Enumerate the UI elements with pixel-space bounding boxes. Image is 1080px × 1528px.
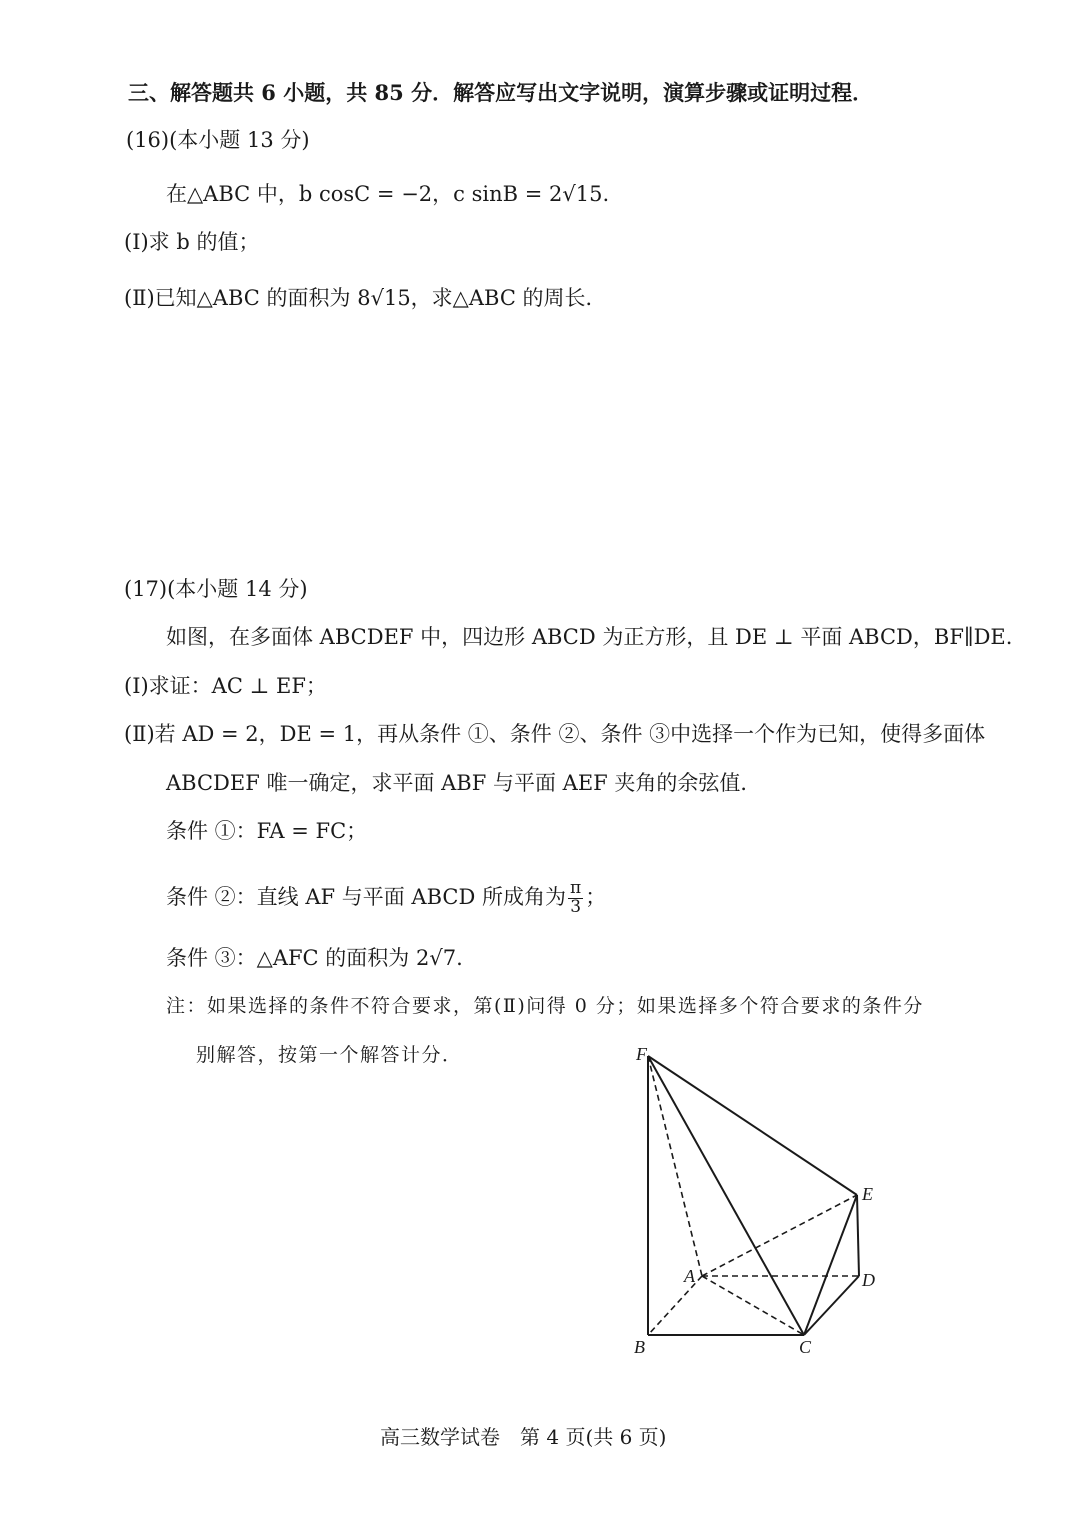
condition-2-prefix: 条件 ②：直线 AF 与平面 ABCD 所成角为 (166, 884, 567, 909)
condition-2-suffix: ； (585, 884, 607, 909)
label-B: B (634, 1337, 645, 1357)
fraction-denominator: 3 (570, 896, 582, 917)
label-F: F (636, 1044, 647, 1064)
edge-EC (804, 1195, 857, 1335)
q16-stem: 在△ABC 中，b cosC = −2，c sinB = 2√15. (166, 182, 610, 206)
q16-number: (16)(本小题 13 分) (126, 128, 310, 152)
q16-part2: (Ⅱ)已知△ABC 的面积为 8√15，求△ABC 的周长． (124, 286, 607, 310)
q17-condition-3: 条件 ③：△AFC 的面积为 2√7. (166, 946, 463, 970)
fraction-numerator: π (570, 878, 582, 898)
page-footer: 高三数学试卷 第 4 页(共 6 页) (380, 1425, 667, 1449)
edge-AE-hidden (702, 1195, 857, 1276)
q17-condition-1: 条件 ①：FA = FC； (166, 819, 368, 843)
label-D: D (862, 1270, 875, 1290)
edge-FA-hidden (648, 1056, 702, 1276)
q17-part2-line1: (Ⅱ)若 AD = 2，DE = 1，再从条件 ①、条件 ②、条件 ③中选择一个作为已知，使得多面体 (124, 722, 986, 746)
section-header: 三、解答题共 6 小题，共 85 分．解答应写出文字说明，演算步骤或证明过程． (128, 80, 874, 105)
q17-note-line2: 别解答，按第一个解答计分． (196, 1044, 463, 1066)
label-A: A (684, 1266, 695, 1286)
edge-FE (648, 1056, 857, 1195)
label-E: E (862, 1184, 873, 1204)
edge-ED (857, 1195, 859, 1276)
edge-AC-hidden (702, 1276, 804, 1335)
label-C: C (799, 1337, 812, 1357)
q17-stem: 如图，在多面体 ABCDEF 中，四边形 ABCD 为正方形，且 DE ⊥ 平面 ABCD，BF∥DE. (166, 625, 1013, 649)
q16-part1: (Ⅰ)求 b 的值； (124, 230, 260, 254)
edge-DC (804, 1276, 859, 1335)
edge-FC (648, 1056, 804, 1335)
q17-part1: (Ⅰ)求证：AC ⊥ EF； (124, 674, 327, 698)
q17-number: (17)(本小题 14 分) (124, 577, 308, 601)
q17-note-line1: 注：如果选择的条件不符合要求，第(Ⅱ)问得 0 分；如果选择多个符合要求的条件分 (166, 995, 924, 1017)
q17-part2-line2: ABCDEF 唯一确定，求平面 ABF 与平面 AEF 夹角的余弦值． (166, 771, 762, 795)
